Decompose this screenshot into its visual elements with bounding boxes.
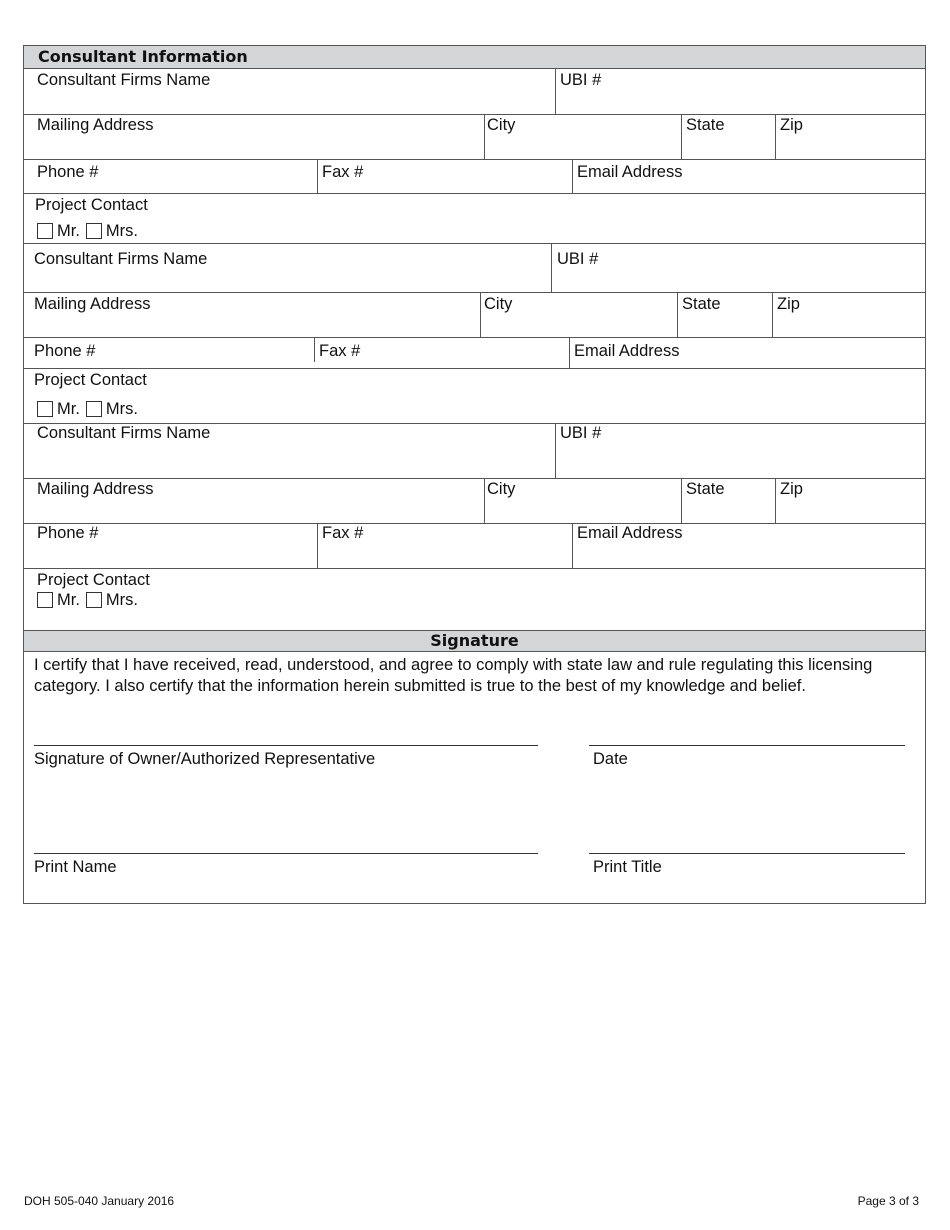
mr-label: Mr.	[57, 222, 80, 240]
consultant-section-header	[24, 46, 925, 69]
mrs-checkbox-1[interactable]	[86, 223, 102, 239]
signature-section-title: Signature	[430, 631, 519, 650]
mailing-label-2: Mailing Address	[34, 295, 151, 313]
email-label-1: Email Address	[577, 163, 683, 181]
form-id-footer: DOH 505-040 January 2016	[24, 1194, 175, 1208]
salutation-row-3	[37, 590, 144, 610]
date-label: Date	[593, 750, 628, 768]
date-line[interactable]	[589, 745, 905, 746]
contact-label-1: Project Contact	[35, 196, 148, 214]
fax-label-3: Fax #	[322, 524, 364, 542]
contact-label-2: Project Contact	[34, 371, 147, 389]
mrs-checkbox-3[interactable]	[86, 592, 102, 608]
salutation-row-1	[37, 221, 144, 241]
contact-label-3: Project Contact	[37, 571, 150, 589]
zip-label-3: Zip	[780, 480, 803, 498]
email-label-2: Email Address	[574, 342, 680, 360]
zip-label-1: Zip	[780, 116, 803, 134]
salutation-row-2	[37, 399, 144, 419]
print-name-label: Print Name	[34, 858, 117, 876]
print-name-line[interactable]	[34, 853, 538, 854]
firm-name-label-1: Consultant Firms Name	[37, 71, 211, 89]
state-label-1: State	[686, 116, 725, 134]
phone-label-3: Phone #	[37, 524, 99, 542]
ubi-label-1: UBI #	[560, 71, 602, 89]
ubi-label-3: UBI #	[560, 424, 602, 442]
certification-text: I certify that I have received, read, understood, and agree to comply with state law and rule regulating this licensing category. I also certify that the information herein submitted is true to the best of my knowledge and belief.	[34, 656, 873, 695]
consultant-form	[23, 45, 926, 904]
phone-label-2: Phone #	[34, 342, 96, 360]
consultant-section-title: Consultant Information	[38, 47, 248, 66]
state-label-3: State	[686, 480, 725, 498]
ubi-label-2: UBI #	[557, 250, 599, 268]
mrs-label: Mrs.	[105, 222, 138, 240]
fax-label-1: Fax #	[322, 163, 364, 181]
mr-checkbox-3[interactable]	[37, 592, 53, 608]
mr-checkbox-2[interactable]	[37, 401, 53, 417]
city-label-1: City	[487, 116, 516, 134]
print-title-line[interactable]	[589, 853, 905, 854]
owner-signature-line[interactable]	[34, 745, 538, 746]
print-title-label: Print Title	[593, 858, 662, 876]
city-label-2: City	[484, 295, 513, 313]
signature-section-header	[24, 630, 925, 652]
mr-checkbox-1[interactable]	[37, 223, 53, 239]
mailing-label-3: Mailing Address	[37, 480, 154, 498]
state-label-2: State	[682, 295, 721, 313]
email-label-3: Email Address	[577, 524, 683, 542]
firm-name-label-2: Consultant Firms Name	[34, 250, 208, 268]
phone-label-1: Phone #	[37, 163, 99, 181]
owner-signature-label: Signature of Owner/Authorized Representative	[34, 750, 376, 768]
zip-label-2: Zip	[777, 295, 800, 313]
mr-label: Mr.	[57, 591, 80, 609]
fax-label-2: Fax #	[319, 342, 361, 360]
city-label-3: City	[487, 480, 516, 498]
mailing-label-1: Mailing Address	[37, 116, 154, 134]
firm-name-label-3: Consultant Firms Name	[37, 424, 211, 442]
mr-label: Mr.	[57, 400, 80, 418]
mrs-label: Mrs.	[105, 400, 138, 418]
page-number-footer: Page 3 of 3	[857, 1194, 919, 1208]
mrs-label: Mrs.	[105, 591, 138, 609]
mrs-checkbox-2[interactable]	[86, 401, 102, 417]
